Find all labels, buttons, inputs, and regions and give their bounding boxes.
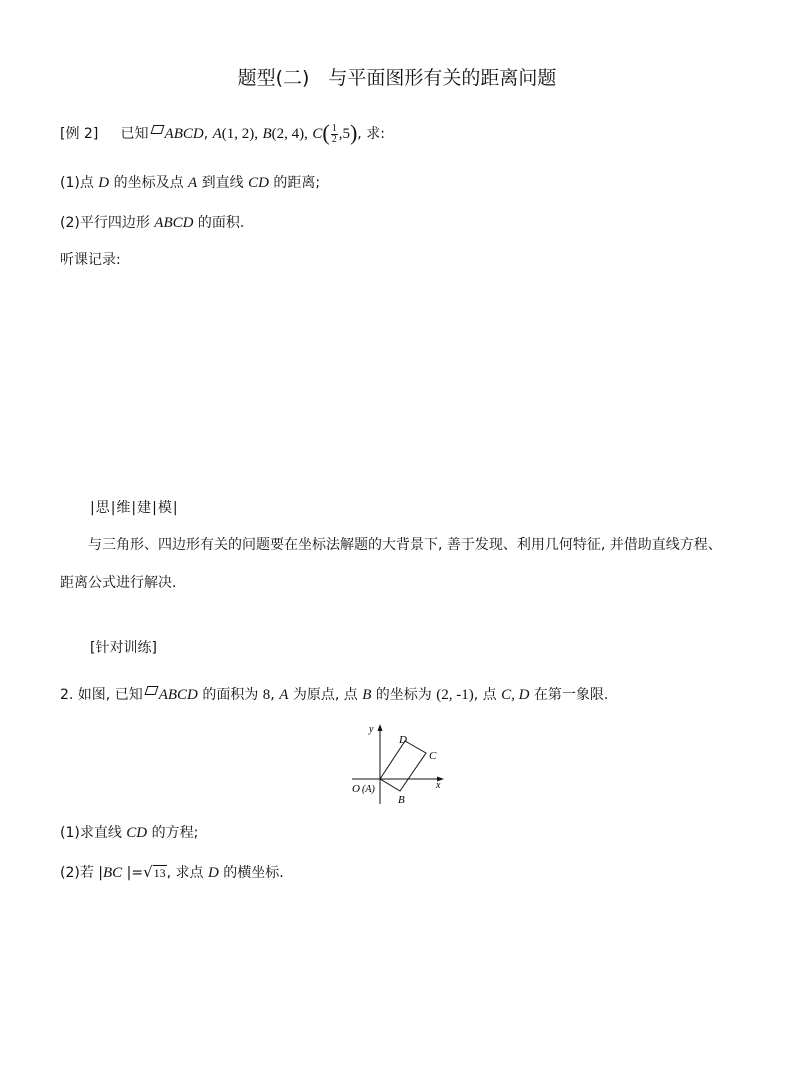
modeling-text-line-1: 与三角形、四边形有关的问题要在坐标法解题的大背景下, 善于发现、利用几何特征, 并借助直线方程、: [88, 537, 722, 553]
practice-question-1: (1)求直线 CD 的方程;: [60, 825, 199, 841]
practice-heading: [针对训练]: [90, 640, 157, 656]
y-axis-arrow: [378, 724, 383, 731]
modeling-heading: |思|维|建|模|: [90, 500, 179, 516]
example-question-1: (1)点 D 的坐标及点 A 到直线 CD 的距离;: [60, 175, 321, 191]
notes-label: 听课记录:: [60, 252, 121, 268]
sqrt-13: √13: [143, 863, 166, 881]
practice-problem-2: 2. 如图, 已知 ABCD 的面积为 8, A 为原点, 点 B 的坐标为 (2, -1), 点 C, D 在第一象限.: [60, 687, 609, 703]
parallelogram-figure: [348, 718, 448, 806]
example-question-2: (2)平行四边形 ABCD 的面积.: [60, 215, 245, 231]
parallelogram-abcd: [380, 741, 426, 791]
label-B: B: [398, 794, 405, 806]
practice-question-2: (2)若 |BC |=√13, 求点 D 的横坐标.: [60, 863, 284, 881]
parallelogram-symbol: [144, 686, 158, 695]
label-A: (A): [362, 784, 375, 795]
label-x: x: [436, 780, 441, 791]
example-2-statement: [例 2] 已知 ABCD, A(1, 2), B(2, 4), C( $\frac{1}{2}$ ,5), 求:: [60, 120, 385, 145]
parallelogram-symbol: [150, 125, 164, 134]
modeling-text-line-2: 距离公式进行解决.: [60, 575, 177, 591]
example-tag: [例 2]: [60, 126, 99, 142]
fraction-one-half: $\frac{1}{2}$: [331, 122, 337, 145]
label-D: D: [399, 734, 407, 746]
label-O: O: [352, 783, 360, 795]
label-y: y: [369, 724, 374, 735]
label-C: C: [429, 750, 437, 762]
page-title: 题型(二) 与平面图形有关的距离问题: [237, 67, 557, 89]
